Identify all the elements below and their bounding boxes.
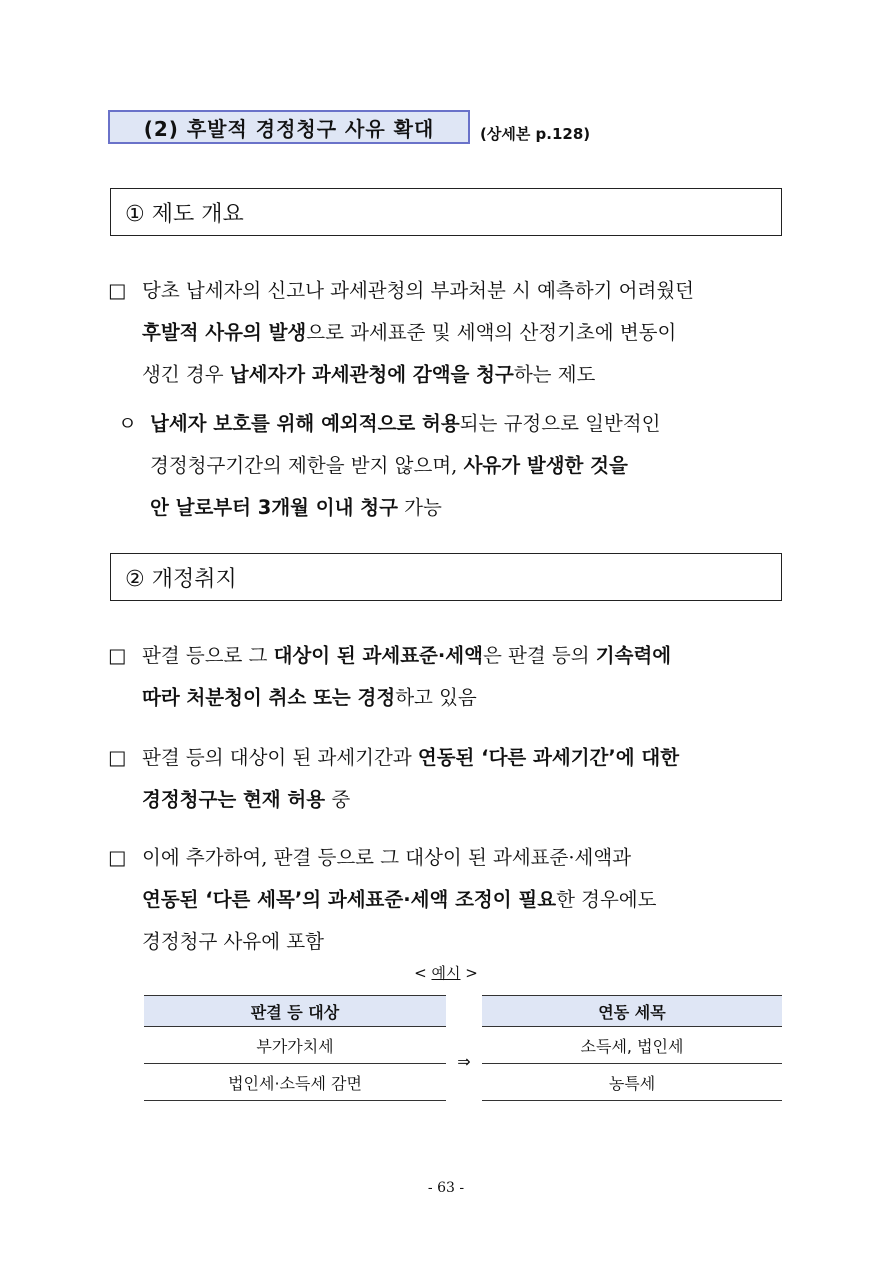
section1-paragraph2 xyxy=(118,403,788,529)
bold-text: 연동된 ‘다른 과세기간’에 대한 xyxy=(417,746,680,769)
circle-bullet: ㅇ xyxy=(118,412,137,435)
table-cell: 소득세, 법인세 xyxy=(482,1027,782,1064)
text-line: 되는 규정으로 일반적인 xyxy=(459,412,661,435)
text-line: 은 판결 등의 xyxy=(482,644,596,667)
section-title: (2) 후발적 경정청구 사유 확대 xyxy=(143,116,435,141)
section1-heading: ① 제도 개요 xyxy=(125,201,244,227)
text-line: 생긴 경우 xyxy=(142,363,230,386)
bold-text: 안 날로부터 3개월 이내 청구 xyxy=(150,496,398,519)
text-line: 가능 xyxy=(397,496,442,519)
bold-text: 후발적 사유의 발생 xyxy=(142,321,307,344)
checkbox-bullet: □ xyxy=(108,279,127,302)
caption-bracket-left: < xyxy=(414,964,432,982)
section2-paragraph3 xyxy=(108,837,788,963)
text-line: 판결 등으로 그 xyxy=(142,644,274,667)
table-cell: 법인세·소득세 감면 xyxy=(144,1064,446,1101)
caption-bracket-right: > xyxy=(460,964,478,982)
caption-text: 예시 xyxy=(431,964,461,982)
example-right-table xyxy=(482,995,782,1101)
table-cell: 농특세 xyxy=(482,1064,782,1101)
bold-text: 납세자가 과세관청에 감액을 청구 xyxy=(229,363,514,386)
text-line: 경정청구 사유에 포함 xyxy=(142,930,324,953)
text-line: 으로 과세표준 및 세액의 산정기초에 변동이 xyxy=(306,321,677,344)
bold-text: 사유가 발생한 것을 xyxy=(463,454,628,477)
section1-paragraph1 xyxy=(108,270,788,396)
bold-text: 경정청구는 현재 허용 xyxy=(142,788,326,811)
section2-heading-box xyxy=(110,553,782,601)
right-table-header: 연동 세목 xyxy=(482,996,782,1027)
section1-heading-box xyxy=(110,188,782,236)
checkbox-bullet: □ xyxy=(108,644,127,667)
example-left-table xyxy=(144,995,446,1101)
text-line: 하고 있음 xyxy=(395,686,477,709)
checkbox-bullet: □ xyxy=(108,746,127,769)
section2-heading: ② 개정취지 xyxy=(125,566,237,592)
text-line: 중 xyxy=(325,788,351,811)
bold-text: 따라 처분청이 취소 또는 경정 xyxy=(142,686,396,709)
text-line: 판결 등의 대상이 된 과세기간과 xyxy=(142,746,418,769)
bold-text: 대상이 된 과세표준·세액 xyxy=(273,644,483,667)
table-cell: 부가가치세 xyxy=(144,1027,446,1064)
section-title-box xyxy=(108,110,470,144)
bold-text: 연동된 ‘다른 세목’의 과세표준·세액 조정이 필요 xyxy=(142,888,557,911)
page-number: - 63 - xyxy=(427,1180,465,1196)
text-line: 하는 제도 xyxy=(513,363,596,386)
section2-paragraph2 xyxy=(108,737,788,821)
text-line: 이에 추가하여, 판결 등으로 그 대상이 된 과세표준·세액과 xyxy=(142,846,632,869)
text-line: 당초 납세자의 신고나 과세관청의 부과처분 시 예측하기 어려웠던 xyxy=(142,279,694,302)
text-line: 한 경우에도 xyxy=(556,888,657,911)
text-line: 경정청구기간의 제한을 받지 않으며, xyxy=(150,454,464,477)
example-caption xyxy=(0,962,892,983)
detail-reference: (상세본 p.128) xyxy=(480,125,591,143)
bold-text: 기속력에 xyxy=(595,644,672,667)
section2-paragraph1 xyxy=(108,635,788,719)
checkbox-bullet: □ xyxy=(108,846,127,869)
bold-text: 납세자 보호를 위해 예외적으로 허용 xyxy=(150,412,460,435)
left-table-header: 판결 등 대상 xyxy=(144,996,446,1027)
right-arrow-icon: ⇒ xyxy=(457,1052,471,1071)
